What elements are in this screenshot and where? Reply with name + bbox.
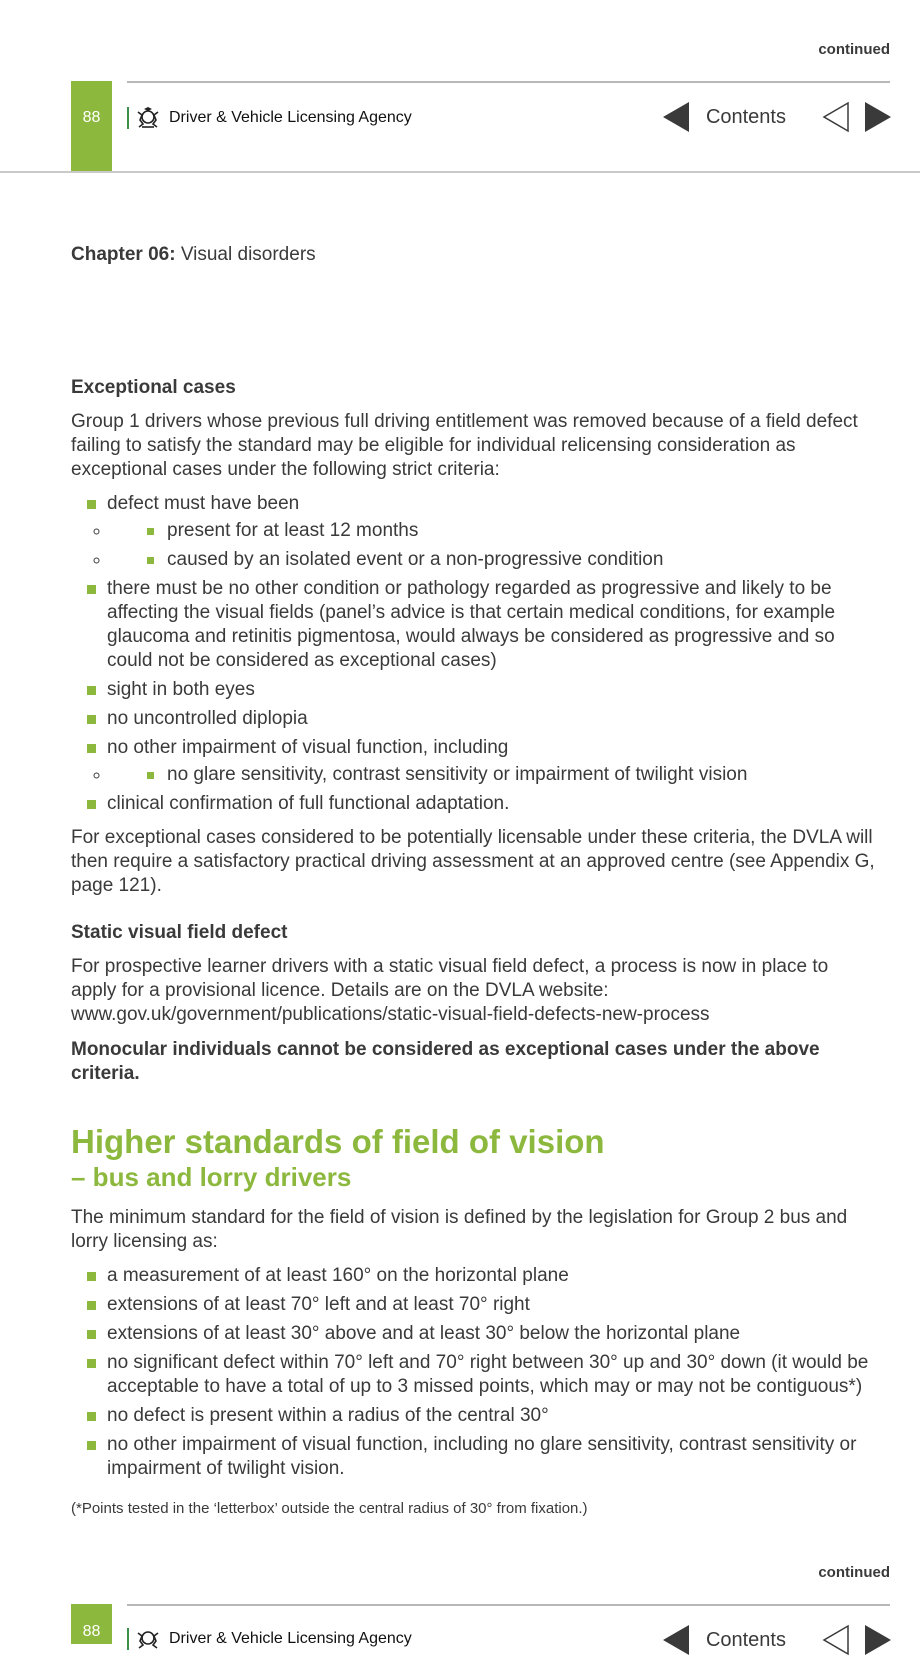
higher-standards-section [71, 1123, 878, 1521]
list-item [71, 492, 878, 572]
contents-link[interactable]: Contents [705, 1628, 786, 1651]
list-item: no uncontrolled diplopia [71, 707, 878, 731]
exceptional-after: For exceptional cases considered to be potentially licensable under these criteria, the DVLA will then require a satisfactory practical driving assessment at an approved centre (see Appendix G, page 121). [71, 827, 875, 896]
sub-list-item: ◦ no glare sensitivity, contrast sensitivity or impairment of twilight vision [111, 763, 878, 787]
monocular-note: Monocular individuals cannot be considered as exceptional cases under the above criteria. [71, 1039, 820, 1084]
list-item: no defect is present within a radius of the central 30° [71, 1404, 878, 1428]
agency-branding [127, 105, 412, 131]
list-item: extensions of at least 70° left and at least 70° right [71, 1293, 878, 1317]
higher-criteria-list [71, 1264, 878, 1481]
footer-rule [127, 1604, 890, 1606]
crest-icon [135, 106, 161, 130]
agency-name: Driver & Vehicle Licensing Agency [169, 109, 412, 126]
continued-label: continued [818, 41, 890, 58]
list-item: no other impairment of visual function, including no glare sensitivity, contrast sensitivity or impairment of twilight vision. [71, 1433, 878, 1481]
sub-list [71, 763, 878, 787]
static-defect-section [71, 921, 878, 1086]
list-item: no significant defect within 70° left and 70° right between 30° up and 30° down (it would be acceptable to have a total of up to 3 missed points, which may or may not be contiguous*) [71, 1351, 878, 1399]
higher-intro: The minimum standard for the field of vision is defined by the legislation for Group 2 bus and lorry licensing as: [71, 1207, 848, 1252]
list-item: there must be no other condition or pathology regarded as progressive and likely to be affecting the visual fields (panel’s advice is that certain medical conditions, for example glaucoma and retinitis pigmentosa, would always be considered as progressive and so could not be considered as exceptional cases) [71, 577, 878, 673]
list-item: extensions of at least 30° above and at least 30° below the horizontal plane [71, 1322, 878, 1346]
header-rule [127, 81, 890, 83]
footnote: (*Points tested in the ‘letterbox’ outside the central radius of 30° from fixation.) [71, 1500, 588, 1517]
list-item: a measurement of at least 160° on the horizontal plane [71, 1264, 878, 1288]
triangle-left-filled-icon[interactable] [662, 1624, 690, 1656]
page-number: 88 [71, 81, 112, 172]
chapter-heading [71, 243, 878, 267]
chapter-prefix: Chapter 06: [71, 244, 176, 265]
triangle-left-outline-icon[interactable] [822, 1624, 850, 1656]
sub-list-item: ◦ present for at least 12 months [111, 519, 878, 543]
list-item-text: defect must have been [107, 493, 300, 514]
continued-label-bottom: continued [818, 1564, 890, 1581]
exceptional-intro: Group 1 drivers whose previous full driving entitlement was removed because of a field defect failing to satisfy the standard may be eligible for individual relicensing consideration as exceptional cases under the following strict criteria: [71, 411, 858, 480]
higher-title: Higher standards of field of vision [71, 1123, 605, 1160]
list-item-text: no other impairment of visual function, including [107, 737, 509, 758]
exceptional-criteria-list [71, 492, 878, 816]
exceptional-heading: Exceptional cases [71, 377, 236, 398]
sub-list [71, 519, 878, 572]
agency-bar [127, 1628, 129, 1650]
contents-link[interactable]: Contents [705, 105, 786, 128]
agency-branding-bottom [127, 1626, 412, 1652]
sub-list-item: ◦ caused by an isolated event or a non-progressive condition [111, 548, 878, 572]
triangle-left-outline-icon[interactable] [822, 101, 850, 133]
page-number-bottom: 88 [71, 1604, 112, 1644]
page-navigation [662, 99, 892, 135]
triangle-right-filled-icon[interactable] [864, 101, 892, 133]
list-item: clinical confirmation of full functional adaptation. [71, 792, 878, 816]
triangle-right-filled-icon[interactable] [864, 1624, 892, 1656]
chapter-title: Visual disorders [180, 244, 316, 265]
header-full-rule [0, 171, 920, 173]
page-navigation-bottom [662, 1622, 892, 1658]
agency-bar [127, 107, 129, 129]
crest-icon [135, 1627, 161, 1651]
list-item: sight in both eyes [71, 678, 878, 702]
static-heading: Static visual field defect [71, 922, 288, 943]
static-body: For prospective learner drivers with a static visual field defect, a process is now in place to apply for a provisional licence. Details are on the DVLA website: www.gov.uk/government/publications/static-visual-field-defects-new-process [71, 956, 829, 1025]
triangle-left-filled-icon[interactable] [662, 101, 690, 133]
higher-subtitle: – bus and lorry drivers [71, 1162, 352, 1192]
agency-name: Driver & Vehicle Licensing Agency [169, 1630, 412, 1647]
exceptional-cases-section [71, 376, 878, 898]
list-item [71, 736, 878, 787]
